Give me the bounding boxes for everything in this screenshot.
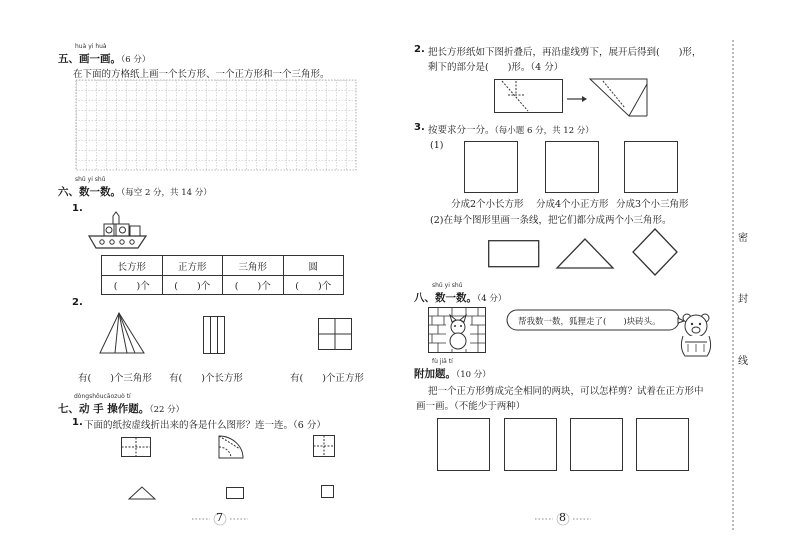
- label-three-triangles: 分成3个小三角形: [616, 199, 689, 210]
- sec5-pinyin: huà yi huà: [75, 43, 107, 50]
- sec8-score: （4 分）: [477, 294, 507, 304]
- label-four-squares: 分成4个小正方形: [536, 199, 609, 210]
- table-header-cell: 长方形: [102, 256, 163, 276]
- sec7-q1-text: 下面的纸按虚线折出来的各是什么图形？连一连。（6 分）: [84, 420, 326, 431]
- sec6-heading: [58, 184, 212, 199]
- seal-line: [731, 40, 735, 530]
- sec7-score: （22 分）: [149, 405, 185, 415]
- q3-heading: [428, 122, 594, 136]
- folded-shape-figure: [589, 78, 649, 118]
- square-count-figure: [318, 318, 352, 350]
- cut-square-1[interactable]: [437, 418, 490, 471]
- table-header-cell: 圆: [283, 256, 344, 276]
- bonus-score: （10 分）: [456, 370, 491, 380]
- table-header-row: [102, 256, 344, 276]
- sec5-score: （6 分）: [121, 55, 151, 65]
- bear-character-icon: [676, 312, 716, 358]
- q3-score: （每小题 6 分，共 12 分）: [494, 126, 594, 136]
- divide-square-2[interactable]: [545, 141, 599, 193]
- divide-square-3[interactable]: [624, 141, 678, 193]
- boat-figure-icon: [86, 210, 156, 252]
- q2-number: 2.: [414, 44, 425, 55]
- sec5-heading: [58, 51, 150, 66]
- folded-quarter-circle-figure[interactable]: [218, 435, 244, 459]
- page-number-right: 8: [559, 511, 566, 524]
- sec5-title: 五、画一画。: [58, 53, 121, 65]
- bonus-line2: 画一画。（不能少于两种）: [416, 401, 526, 412]
- sec5-instruction: 在下面的方格纸上画一个长方形、一个正方形和一个三角形。: [73, 69, 330, 80]
- folded-rectangle-figure[interactable]: [121, 437, 151, 457]
- answer-squares: 有( )个正方形: [290, 373, 364, 384]
- split-triangle-shape[interactable]: [556, 238, 614, 270]
- q3-sub1-label: (1): [430, 140, 444, 151]
- cut-square-2[interactable]: [504, 418, 557, 471]
- sec6-pinyin: shǔ yi shǔ: [75, 176, 106, 183]
- table-answer-cell[interactable]: ( )个: [223, 276, 284, 295]
- sec7-q1-number: 1.: [72, 417, 83, 428]
- bonus-heading: [414, 366, 491, 381]
- split-rectangle-shape[interactable]: [488, 240, 540, 268]
- sec6-score: （每空 2 分，共 14 分）: [121, 188, 212, 198]
- bonus-line1: 把一个正方形剪成完全相同的两块，可以怎样剪？试着在正方形中: [428, 386, 704, 397]
- rectangle-count-figure: [203, 316, 225, 354]
- cut-square-4[interactable]: [636, 418, 689, 471]
- result-triangle-figure[interactable]: [128, 486, 156, 500]
- sec7-pinyin: dòngshǒucāozuò tí: [74, 393, 131, 400]
- table-answer-cell[interactable]: ( )个: [283, 276, 344, 295]
- table-answer-cell[interactable]: ( )个: [162, 276, 223, 295]
- speech-bubble-text: 帮我数一数，狐狸走了( )块砖头。: [518, 317, 661, 327]
- sec7-title: 七、动 手 操作题。: [58, 403, 150, 415]
- q3-text: 按要求分一分。: [428, 125, 495, 136]
- sec7-heading: [58, 401, 184, 416]
- brick-wall-illustration: [428, 307, 486, 353]
- divide-square-1[interactable]: [464, 141, 518, 193]
- bonus-title: 附加题。: [414, 368, 456, 380]
- q3-sub2-text: (2)在每个图形里画一条线，把它们都分成两个小三角形。: [430, 215, 672, 226]
- arrow-icon: [566, 95, 588, 103]
- table-header-cell: 三角形: [223, 256, 284, 276]
- table-answer-row: [102, 276, 344, 295]
- sec8-title: 八、数一数。: [414, 292, 477, 304]
- split-diamond-shape[interactable]: [632, 228, 678, 276]
- folding-rectangle-figure: [494, 79, 564, 115]
- sec8-pinyin: shǔ yi shǔ: [432, 282, 463, 289]
- table-answer-cell[interactable]: ( )个: [102, 276, 163, 295]
- q2-line2: 剩下的部分是( )形。（4 分）: [428, 62, 564, 73]
- page-number-left: 7: [216, 511, 223, 524]
- seal-char-3: 线: [738, 356, 748, 367]
- label-two-rectangles: 分成2个小长方形: [451, 199, 524, 210]
- q3-number: 3.: [414, 122, 425, 133]
- q2-line1: 把长方形纸如下图折叠后，再沿虚线剪下，展开后得到( )形，: [428, 47, 702, 58]
- bonus-pinyin: fù jiā tí: [432, 358, 453, 365]
- result-rectangle-figure[interactable]: [226, 487, 244, 499]
- sec6-q1-number: 1.: [72, 203, 83, 214]
- seal-char-1: 密: [738, 233, 748, 244]
- table-header-cell: 正方形: [162, 256, 223, 276]
- triangle-count-figure: [98, 312, 146, 354]
- grid-paper[interactable]: [76, 80, 356, 170]
- cut-square-3[interactable]: [570, 418, 623, 471]
- sec6-title: 六、数一数。: [58, 186, 121, 198]
- answer-rectangles: 有( )个长方形: [169, 373, 243, 384]
- folded-square-figure[interactable]: [313, 435, 335, 457]
- answer-triangles: 有( )个三角形: [78, 373, 152, 384]
- seal-char-2: 封: [738, 294, 748, 305]
- shape-count-table: [101, 255, 344, 295]
- sec6-q2-number: 2.: [72, 297, 83, 308]
- result-square-figure[interactable]: [321, 485, 334, 498]
- sec8-heading: [414, 290, 506, 305]
